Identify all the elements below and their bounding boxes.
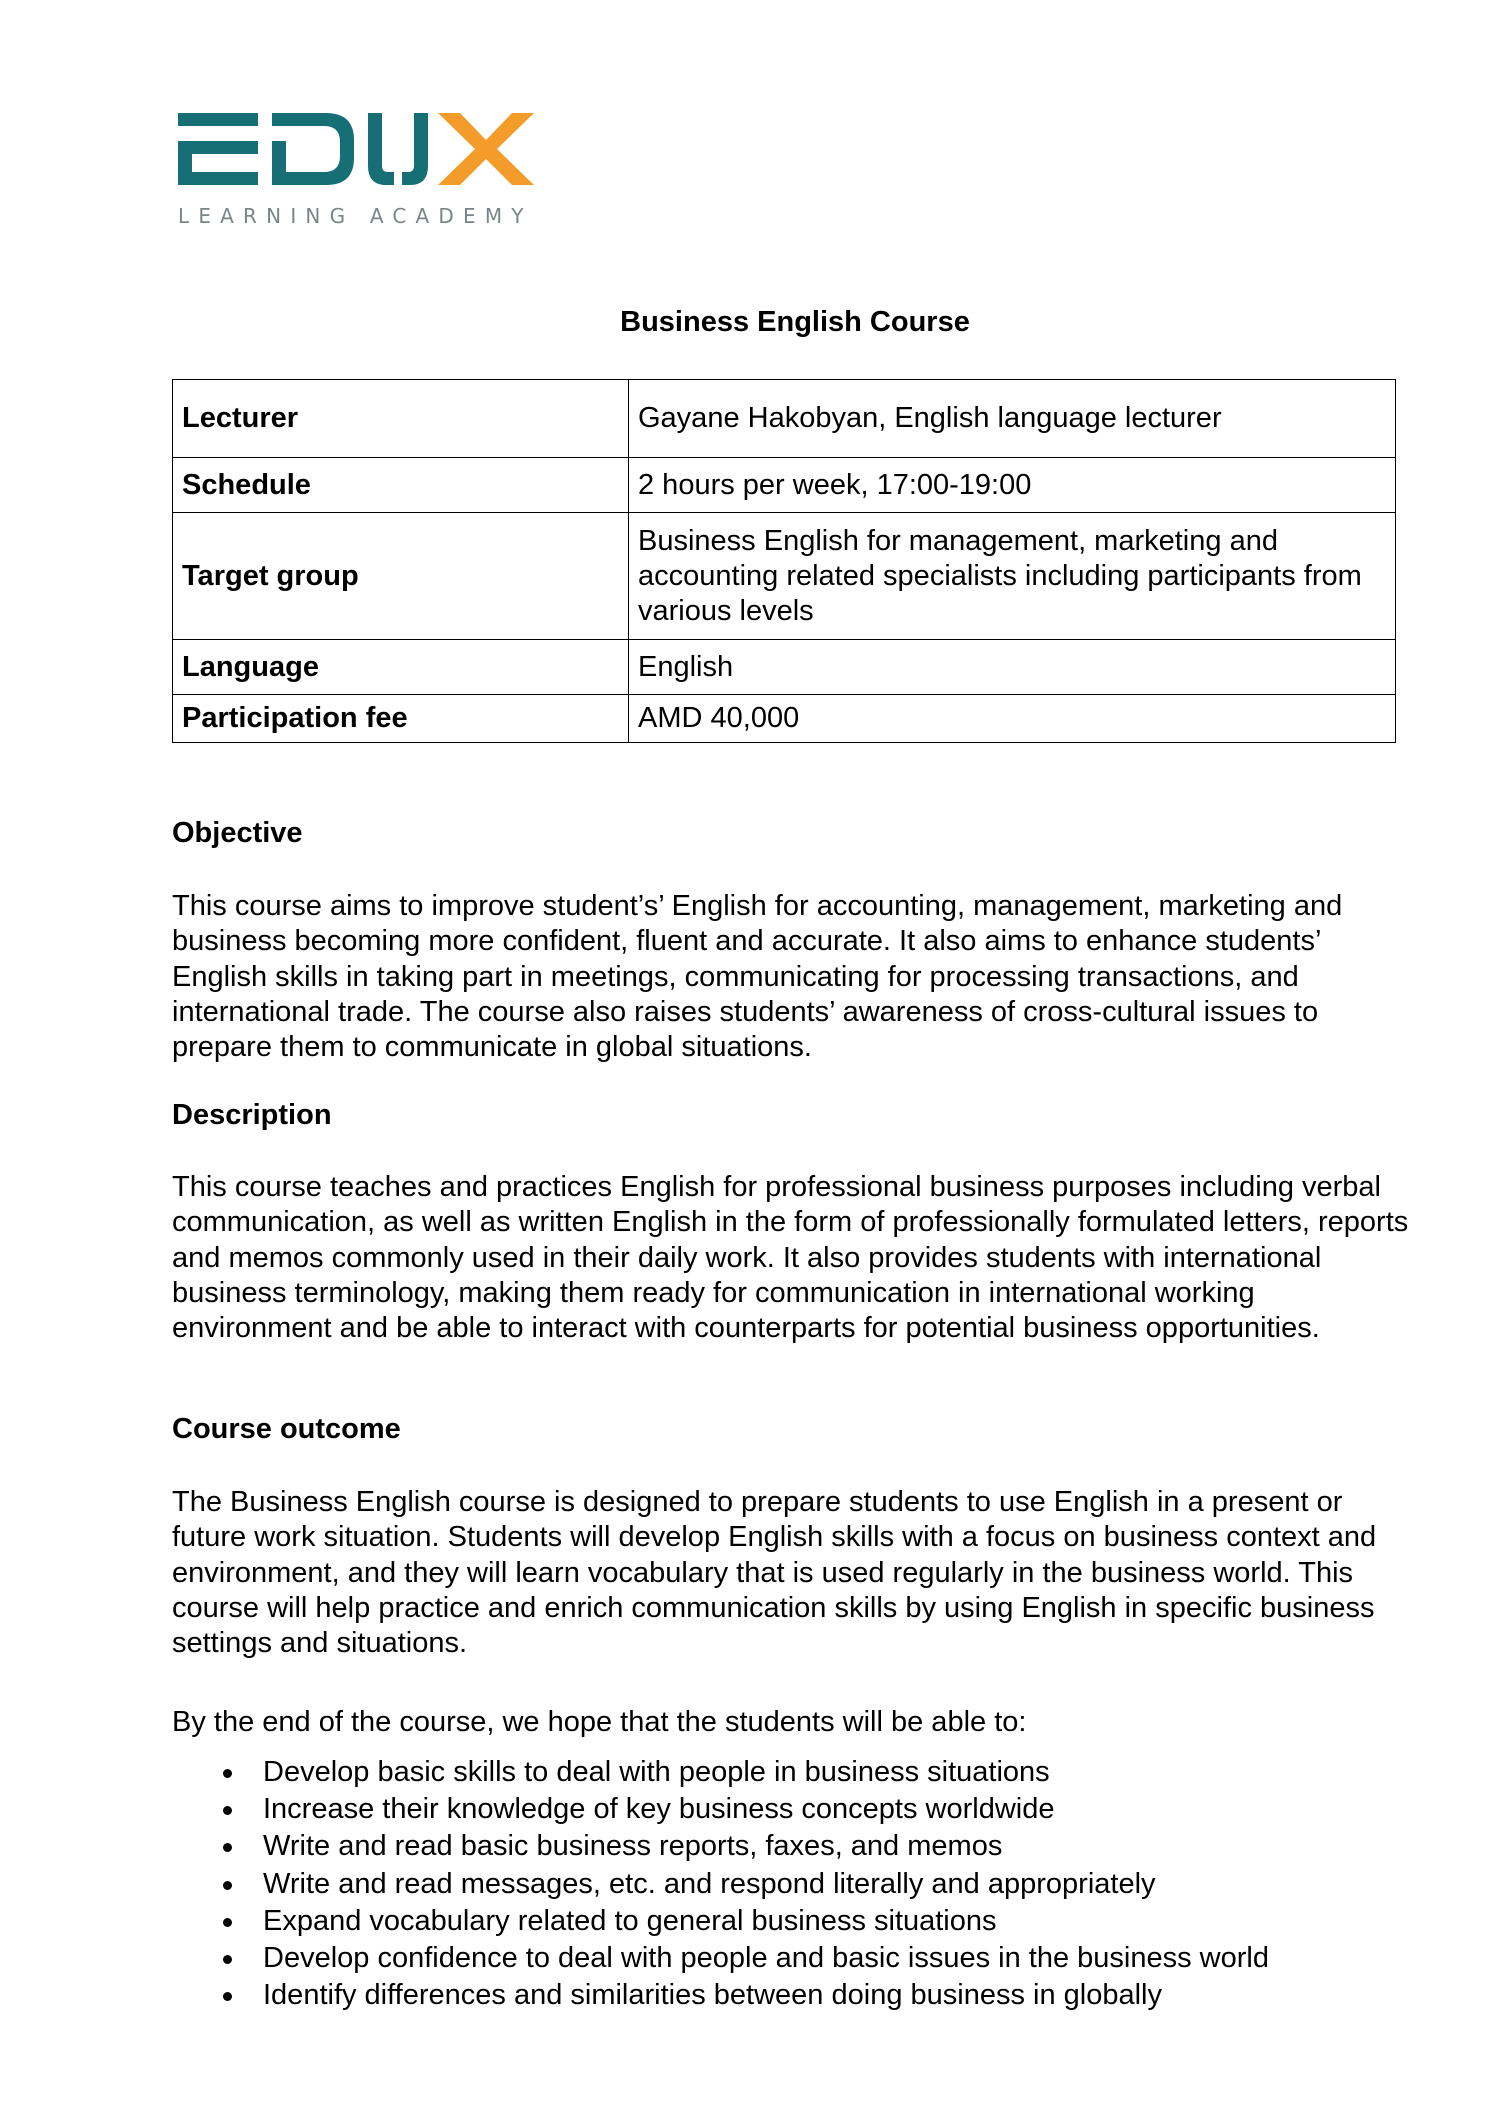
bullet-icon bbox=[223, 1955, 232, 1964]
logo-letter-e bbox=[178, 113, 258, 185]
list-item-text: Develop confidence to deal with people and basic issues in the business world bbox=[263, 1942, 1269, 1975]
bullet-icon bbox=[223, 1992, 232, 2001]
list-item bbox=[172, 1903, 1269, 1940]
course-outcome-paragraph: The Business English course is designed to prepare students to use English in a present or future work situation. Students will develop English skills with a focus on business context and environment, and they will learn vocabulary that is used regularly in the business world. This course will help practice and enrich communication skills by using English in specific business settings and situations. bbox=[172, 1486, 1377, 1660]
row-value: Gayane Hakobyan, English language lecturer bbox=[629, 380, 1396, 458]
list-item bbox=[172, 1866, 1269, 1903]
bullet-icon bbox=[223, 1769, 232, 1778]
row-key: Language bbox=[173, 640, 629, 695]
list-item bbox=[172, 1940, 1269, 1977]
list-item bbox=[172, 1828, 1269, 1865]
list-item-text: Identify differences and similarities between doing business in globally bbox=[263, 1979, 1162, 2012]
objective-heading: Objective bbox=[172, 817, 303, 849]
list-item-text: Write and read messages, etc. and respond literally and appropriately bbox=[263, 1867, 1156, 1900]
bullet-icon bbox=[223, 1881, 232, 1890]
document-title: Business English Course bbox=[620, 306, 970, 338]
row-value: AMD 40,000 bbox=[629, 695, 1396, 743]
table-row bbox=[173, 513, 1396, 640]
edux-wordmark-icon bbox=[176, 110, 548, 190]
list-item bbox=[172, 1977, 1269, 2014]
row-key: Participation fee bbox=[173, 695, 629, 743]
description-heading: Description bbox=[172, 1099, 332, 1131]
list-item-text: Expand vocabulary related to general business situations bbox=[263, 1904, 997, 1937]
row-key: Schedule bbox=[173, 458, 629, 513]
row-key: Lecturer bbox=[173, 380, 629, 458]
list-item-text: Increase their knowledge of key business concepts worldwide bbox=[263, 1793, 1055, 1826]
course-outcome-heading: Course outcome bbox=[172, 1413, 401, 1445]
row-value: English bbox=[629, 640, 1396, 695]
outcome-intro: By the end of the course, we hope that the students will be able to: bbox=[172, 1706, 1027, 1738]
logo-letter-d bbox=[272, 113, 354, 185]
list-item-text: Write and read basic business reports, faxes, and memos bbox=[263, 1830, 1003, 1863]
list-item bbox=[172, 1791, 1269, 1828]
description-paragraph: This course teaches and practices English for professional business purposes including verbal communication, as well as written English in the form of professionally formulated letters, reports and memos commonly used in their daily work. It also provides students with international business terminology, making them ready for communication in international working environment and be able to interact with counterparts for potential business opportunities. bbox=[172, 1171, 1409, 1345]
course-info-table bbox=[172, 379, 1396, 743]
row-value: Business English for management, marketing and accounting related specialists including participants from various levels bbox=[629, 513, 1396, 640]
table-row bbox=[173, 458, 1396, 513]
table-row bbox=[173, 695, 1396, 743]
bullet-icon bbox=[223, 1806, 232, 1815]
row-value: 2 hours per week, 17:00-19:00 bbox=[629, 458, 1396, 513]
bullet-icon bbox=[223, 1843, 232, 1852]
objective-paragraph: This course aims to improve student’s’ English for accounting, management, marketing and business becoming more confident, fluent and accurate. It also aims to enhance students’ English skills in taking part in meetings, communicating for processing transactions, and international trade. The course also raises students’ awareness of cross-cultural issues to prepare them to communicate in global situations. bbox=[172, 890, 1343, 1064]
logo-letter-x bbox=[438, 113, 534, 185]
table-row bbox=[173, 380, 1396, 458]
bullet-icon bbox=[223, 1918, 232, 1927]
row-key: Target group bbox=[173, 513, 629, 640]
logo-letter-u bbox=[368, 113, 428, 185]
logo-subtitle: LEARNING ACADEMY bbox=[178, 204, 533, 228]
table-row bbox=[173, 640, 1396, 695]
outcome-list bbox=[172, 1754, 1269, 2014]
list-item-text: Develop basic skills to deal with people in business situations bbox=[263, 1756, 1050, 1788]
list-item bbox=[172, 1754, 1269, 1791]
edux-logo bbox=[176, 110, 548, 235]
